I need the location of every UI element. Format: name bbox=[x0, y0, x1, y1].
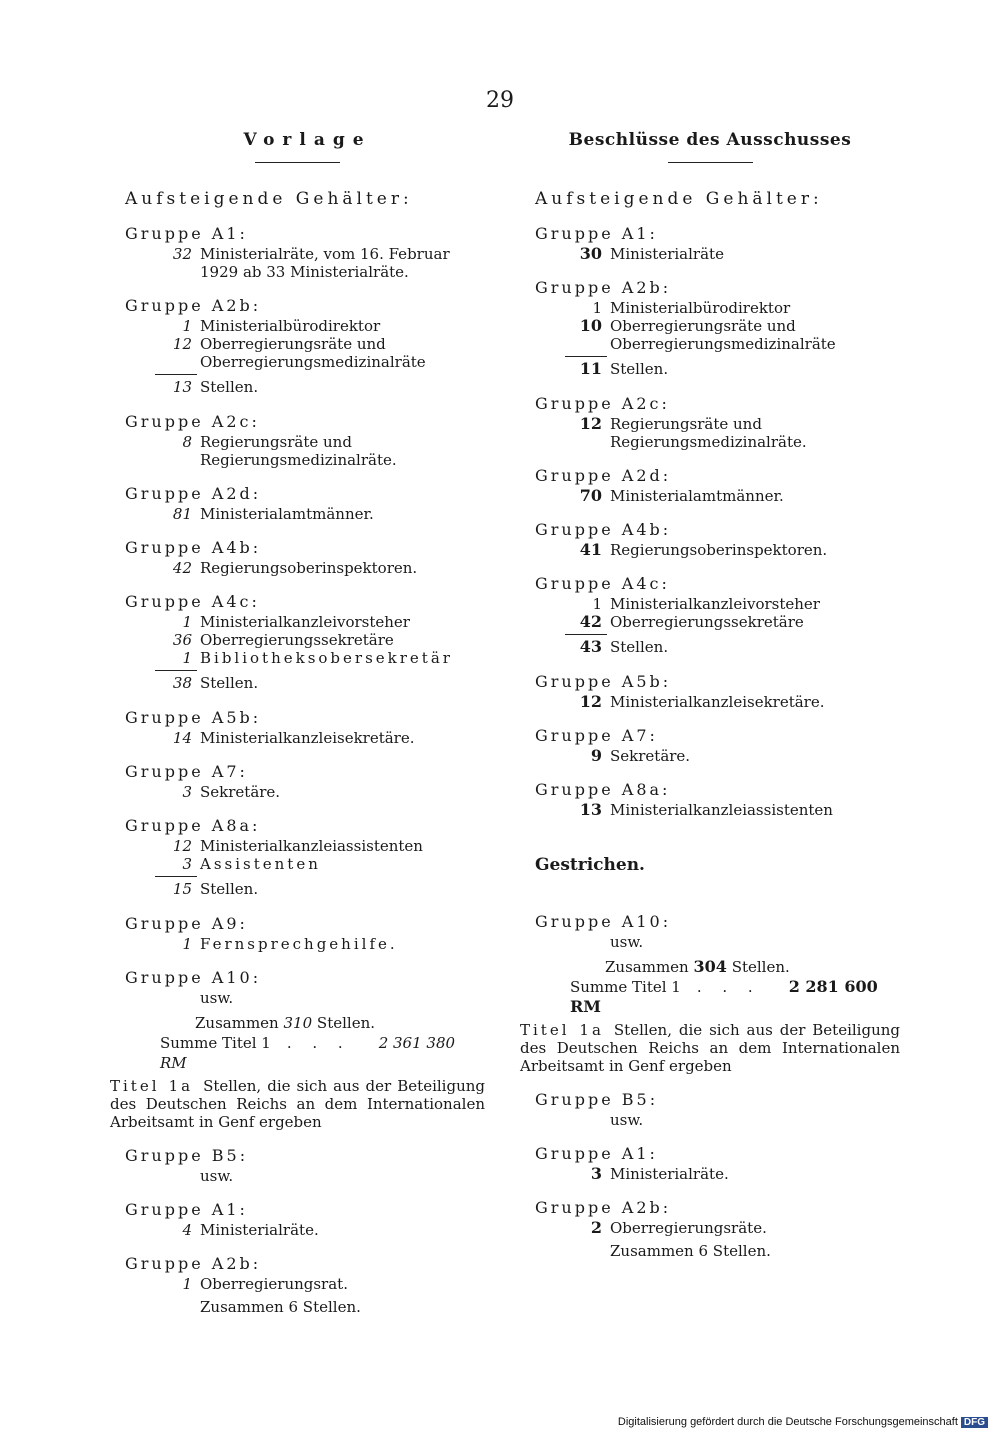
group bbox=[110, 1199, 485, 1239]
group bbox=[520, 277, 900, 379]
entry-text: Sekretäre. bbox=[610, 747, 691, 765]
entry-line bbox=[520, 1219, 900, 1237]
entry-line bbox=[110, 1221, 485, 1239]
entry-line bbox=[110, 729, 485, 747]
group bbox=[520, 573, 900, 657]
entry-count: 81 bbox=[172, 505, 192, 523]
group-name: Gruppe A9: bbox=[125, 914, 248, 933]
entry-line bbox=[520, 487, 900, 505]
group bbox=[110, 1253, 485, 1293]
entry-line bbox=[110, 263, 485, 281]
group bbox=[520, 465, 900, 505]
entry-text: Regierungsoberinspektoren. bbox=[610, 541, 828, 559]
entry-text: Sekretäre. bbox=[200, 783, 281, 801]
summe-line bbox=[160, 1033, 485, 1073]
group-name: Gruppe A2b: bbox=[535, 278, 672, 297]
entry-count: 1 bbox=[592, 595, 602, 613]
group-name: Gruppe A5b: bbox=[535, 672, 672, 691]
group bbox=[110, 761, 485, 801]
entry-line bbox=[110, 649, 485, 667]
entry-count: 12 bbox=[579, 414, 602, 433]
final-total: Zusammen 6 Stellen. bbox=[610, 1242, 771, 1260]
entry-line bbox=[520, 801, 900, 819]
group bbox=[520, 223, 900, 263]
group-name: Gruppe A2d: bbox=[535, 466, 672, 485]
entry-count: 8 bbox=[182, 433, 192, 451]
entry-count: 3 bbox=[182, 855, 192, 873]
entry-line bbox=[520, 747, 900, 765]
entry-text: Fernsprechgehilfe. bbox=[200, 935, 398, 953]
group-name: Gruppe A2d: bbox=[125, 484, 262, 503]
entry-text: Oberregierungsrat. bbox=[200, 1275, 348, 1293]
group-total-count: 38 bbox=[172, 674, 192, 692]
entry-count: 32 bbox=[172, 245, 192, 263]
entry-text: usw. bbox=[200, 989, 234, 1007]
entry-line bbox=[520, 595, 900, 613]
group-name: Gruppe A4c: bbox=[125, 592, 260, 611]
group bbox=[110, 223, 485, 281]
zusammen-suffix: Stellen. bbox=[731, 958, 790, 976]
sum-rule bbox=[155, 374, 197, 375]
group-total bbox=[110, 377, 485, 397]
entry-text: Oberregierungsräte. bbox=[610, 1219, 767, 1237]
entry-line bbox=[110, 317, 485, 335]
summe-label: Summe Titel 1 bbox=[160, 1034, 271, 1052]
group-total-label: Stellen. bbox=[610, 638, 669, 656]
entry-text: Ministerialkanzleiassistenten bbox=[200, 837, 423, 855]
summe-value: 2 361 380 RM bbox=[160, 1034, 456, 1072]
group-name: Gruppe A5b: bbox=[125, 708, 262, 727]
entry-line bbox=[110, 1167, 485, 1185]
group bbox=[520, 671, 900, 711]
sum-rule bbox=[565, 356, 607, 357]
group-list-2 bbox=[110, 1145, 485, 1293]
entry-text: Regierungsoberinspektoren. bbox=[200, 559, 418, 577]
entry-count: 9 bbox=[590, 746, 602, 765]
group-name: Gruppe A2c: bbox=[535, 394, 670, 413]
entry-line bbox=[520, 933, 900, 951]
left-column bbox=[110, 130, 485, 1317]
entry-line bbox=[520, 693, 900, 711]
titel-text: Stellen, die sich aus der Beteiligung des Deutschen Reichs an dem Internationalen Arbeitsamt in Genf ergeben bbox=[520, 1021, 900, 1075]
group-name: Gruppe A2c: bbox=[125, 412, 260, 431]
entry-text: Ministerialamtmänner. bbox=[200, 505, 374, 523]
entry-count: 1 bbox=[182, 613, 192, 631]
summe-label: Summe Titel 1 bbox=[570, 978, 681, 996]
group-total bbox=[110, 879, 485, 899]
group-name: Gruppe A4c: bbox=[535, 574, 670, 593]
entry-line bbox=[110, 559, 485, 577]
entry-text: Ministerialräte, vom 16. Februar bbox=[200, 245, 450, 263]
titel-paragraph bbox=[110, 1077, 485, 1131]
entry-text: Ministerialkanzleiassistenten bbox=[610, 801, 833, 819]
entry-line bbox=[110, 433, 485, 469]
footer-credit bbox=[618, 1416, 988, 1428]
group-name: Gruppe A2b: bbox=[125, 296, 262, 315]
summe-dots: . . . bbox=[696, 978, 761, 996]
entry-line bbox=[110, 855, 485, 873]
group-name: Gruppe B5: bbox=[535, 1090, 659, 1109]
entry-text: 1929 ab 33 Ministerialräte. bbox=[200, 263, 409, 281]
entry-text: Ministerialamtmänner. bbox=[610, 487, 784, 505]
group bbox=[110, 537, 485, 577]
entry-count: 13 bbox=[579, 800, 602, 819]
entry-count: 2 bbox=[590, 1218, 602, 1237]
group bbox=[520, 393, 900, 451]
entry-count: 12 bbox=[579, 692, 602, 711]
entry-line bbox=[520, 299, 900, 317]
group-name: Gruppe A1: bbox=[535, 224, 658, 243]
entry-count: 1 bbox=[182, 649, 192, 667]
group-total bbox=[520, 359, 900, 379]
group-total-count: 13 bbox=[172, 378, 192, 396]
entry-count: 30 bbox=[579, 244, 602, 263]
titel-paragraph bbox=[520, 1021, 900, 1075]
entry-text: Ministerialräte. bbox=[610, 1165, 729, 1183]
entry-count: 42 bbox=[172, 559, 192, 577]
group bbox=[110, 295, 485, 397]
entry-count: 1 bbox=[182, 317, 192, 335]
group-name: Gruppe A10: bbox=[125, 968, 262, 987]
entry-text: Oberregierungsräte und Oberregierungsmedizinalräte bbox=[610, 317, 836, 353]
entry-count: 3 bbox=[182, 783, 192, 801]
entry-text: Assistenten bbox=[200, 855, 321, 873]
sum-rule bbox=[155, 876, 197, 877]
entry-line bbox=[110, 505, 485, 523]
zusammen-label: Zusammen bbox=[605, 958, 689, 976]
entry-count: 10 bbox=[579, 316, 602, 335]
section-heading: Aufsteigende Gehälter: bbox=[125, 189, 413, 209]
group bbox=[110, 591, 485, 693]
entry-line bbox=[110, 631, 485, 649]
titel-label: Titel 1a bbox=[520, 1021, 604, 1039]
summe-dots: . . . bbox=[286, 1034, 351, 1052]
dfg-logo: DFG bbox=[961, 1417, 988, 1428]
entry-line bbox=[110, 335, 485, 371]
entry-count: 42 bbox=[579, 612, 602, 631]
group-total-count: 43 bbox=[579, 637, 602, 656]
entry-text: Ministerialräte bbox=[610, 245, 724, 263]
entry-count: 1 bbox=[182, 1275, 192, 1293]
group bbox=[110, 913, 485, 953]
group bbox=[520, 779, 900, 819]
entry-text: Ministerialkanzleisekretäre. bbox=[200, 729, 415, 747]
group-total-label: Stellen. bbox=[200, 674, 259, 692]
group-a10 bbox=[520, 911, 900, 951]
group bbox=[110, 1145, 485, 1185]
entry-text: Regierungsräte und Regierungsmedizinalräte. bbox=[200, 433, 397, 469]
group-total-label: Stellen. bbox=[610, 360, 669, 378]
group-name: Gruppe A10: bbox=[535, 912, 672, 931]
entry-text: usw. bbox=[610, 1111, 644, 1129]
entry-count: 14 bbox=[172, 729, 192, 747]
group-name: Gruppe A4b: bbox=[125, 538, 262, 557]
group bbox=[110, 707, 485, 747]
zusammen-line bbox=[195, 1013, 485, 1033]
entry-count: 12 bbox=[172, 335, 192, 353]
zusammen-value: 310 bbox=[283, 1014, 313, 1032]
group-total-label: Stellen. bbox=[200, 880, 259, 898]
entry-line bbox=[520, 317, 900, 353]
entry-line bbox=[110, 935, 485, 953]
group-name: Gruppe B5: bbox=[125, 1146, 249, 1165]
entry-count: 12 bbox=[172, 837, 192, 855]
zusammen-line bbox=[605, 957, 900, 977]
group-name: Gruppe A1: bbox=[125, 224, 248, 243]
column-title-beschluesse: Beschlüsse des Ausschusses bbox=[568, 130, 852, 150]
entry-count: 3 bbox=[590, 1164, 602, 1183]
group bbox=[110, 483, 485, 523]
title-rule bbox=[255, 162, 340, 163]
entry-text: Ministerialräte. bbox=[200, 1221, 319, 1239]
group bbox=[520, 1089, 900, 1129]
group-name: Gruppe A7: bbox=[125, 762, 248, 781]
group-list bbox=[520, 223, 900, 819]
entry-line bbox=[110, 245, 485, 263]
group-name: Gruppe A8a: bbox=[535, 780, 671, 799]
group-total bbox=[520, 637, 900, 657]
group bbox=[520, 1197, 900, 1237]
group bbox=[520, 1143, 900, 1183]
group-total-count: 15 bbox=[172, 880, 192, 898]
entry-line bbox=[110, 613, 485, 631]
sum-rule bbox=[155, 670, 197, 671]
group-name: Gruppe A1: bbox=[535, 1144, 658, 1163]
entry-line bbox=[520, 1111, 900, 1129]
group bbox=[110, 411, 485, 469]
page-number: 29 bbox=[486, 88, 514, 113]
entry-line bbox=[520, 613, 900, 631]
entry-line bbox=[520, 245, 900, 263]
entry-text: Ministerialkanzleivorsteher bbox=[200, 613, 410, 631]
group-total-count: 11 bbox=[579, 359, 602, 378]
group-total-label: Stellen. bbox=[200, 378, 259, 396]
group bbox=[520, 911, 900, 951]
group bbox=[520, 519, 900, 559]
group-name: Gruppe A2b: bbox=[535, 1198, 672, 1217]
entry-text: Ministerialbürodirektor bbox=[610, 299, 791, 317]
final-total: Zusammen 6 Stellen. bbox=[200, 1298, 361, 1316]
titel-label: Titel 1a bbox=[110, 1077, 194, 1095]
entry-line bbox=[110, 989, 485, 1007]
entry-count: 41 bbox=[579, 540, 602, 559]
entry-line bbox=[110, 1275, 485, 1293]
entry-line bbox=[110, 783, 485, 801]
titel-text: Stellen, die sich aus der Beteiligung des Deutschen Reichs an dem Internationalen Arbeitsamt in Genf ergeben bbox=[110, 1077, 485, 1131]
entry-text: usw. bbox=[610, 933, 644, 951]
gestrichen-heading: Gestrichen. bbox=[535, 855, 645, 875]
entry-line bbox=[110, 837, 485, 855]
group bbox=[110, 815, 485, 899]
zusammen-value: 304 bbox=[693, 957, 727, 976]
entry-count: 1 bbox=[592, 299, 602, 317]
entry-text: Oberregierungssekretäre bbox=[200, 631, 394, 649]
group-name: Gruppe A2b: bbox=[125, 1254, 262, 1273]
entry-line bbox=[520, 415, 900, 451]
right-column bbox=[520, 130, 900, 1261]
group bbox=[520, 725, 900, 765]
entry-count: 36 bbox=[172, 631, 192, 649]
title-rule bbox=[668, 162, 753, 163]
entry-line bbox=[520, 1165, 900, 1183]
group-list-2 bbox=[520, 1089, 900, 1237]
entry-text: Oberregierungssekretäre bbox=[610, 613, 804, 631]
zusammen-suffix: Stellen. bbox=[316, 1014, 376, 1032]
entry-line bbox=[520, 541, 900, 559]
sum-rule bbox=[565, 634, 607, 635]
group-name: Gruppe A8a: bbox=[125, 816, 261, 835]
entry-text: Ministerialkanzleivorsteher bbox=[610, 595, 820, 613]
entry-text: usw. bbox=[200, 1167, 234, 1185]
summe-value: 2 281 600 RM bbox=[570, 977, 878, 1016]
summe-line bbox=[570, 977, 900, 1017]
group-list bbox=[110, 223, 485, 1007]
entry-text: Bibliotheksobersekretär bbox=[200, 649, 453, 667]
column-title-vorlage: Vorlage bbox=[243, 130, 372, 150]
entry-text: Oberregierungsräte und Oberregierungsmedizinalräte bbox=[200, 335, 426, 371]
entry-count: 4 bbox=[182, 1221, 192, 1239]
zusammen-label: Zusammen bbox=[195, 1014, 279, 1032]
section-heading: Aufsteigende Gehälter: bbox=[535, 189, 823, 209]
group-name: Gruppe A1: bbox=[125, 1200, 248, 1219]
entry-text: Regierungsräte und Regierungsmedizinalräte. bbox=[610, 415, 807, 451]
group-total bbox=[110, 673, 485, 693]
entry-count: 70 bbox=[579, 486, 602, 505]
entry-text: Ministerialkanzleisekretäre. bbox=[610, 693, 825, 711]
group-name: Gruppe A4b: bbox=[535, 520, 672, 539]
entry-text: Ministerialbürodirektor bbox=[200, 317, 381, 335]
group-name: Gruppe A7: bbox=[535, 726, 658, 745]
group bbox=[110, 967, 485, 1007]
entry-count: 1 bbox=[182, 935, 192, 953]
footer-text: Digitalisierung gefördert durch die Deutsche Forschungsgemeinschaft bbox=[617, 1416, 958, 1428]
